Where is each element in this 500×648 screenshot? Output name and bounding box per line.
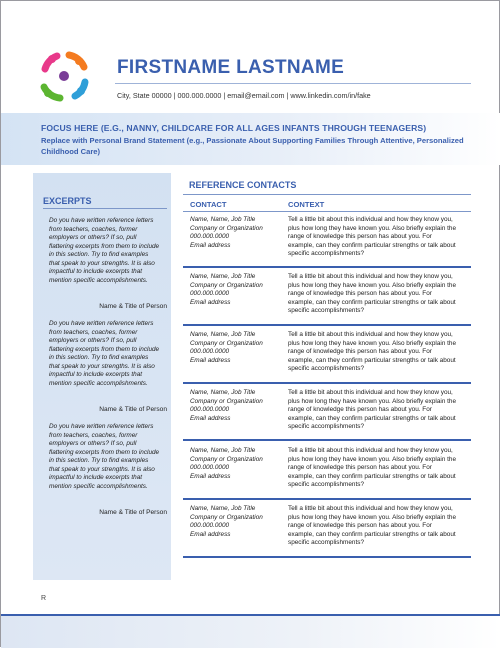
reference-context: [288, 216, 471, 259]
contact-line: City, State 00000 | 000.000.0000 | email@email.com | www.linkedin.com/in/fake: [117, 91, 371, 100]
contact-line: Email address: [190, 356, 231, 364]
excerpt-line: mention specific accomplishments.: [49, 379, 148, 387]
column-header-context: CONTEXT: [288, 200, 325, 209]
excerpts-divider: [43, 208, 167, 209]
reference-context: [288, 389, 471, 432]
excerpt-line: employers or others? If so, pull: [49, 440, 137, 447]
excerpt-line: that speak to your strengths. It is also: [49, 362, 155, 370]
context-line: specific accomplishments?: [288, 539, 365, 546]
contact-line: Company or Organization: [190, 513, 263, 521]
excerpt-attribution: Name & Title of Person: [99, 406, 167, 413]
candidate-name: FIRSTNAME LASTNAME: [117, 57, 345, 78]
contact-line: Email address: [190, 241, 231, 249]
row-divider: [183, 556, 471, 558]
excerpt-line: in this section. Try to find examples: [49, 457, 149, 464]
context-line: plus how long they have known you. Also briefly explain the: [288, 455, 457, 463]
excerpt-line: employers or others? If so, pull: [49, 337, 137, 344]
excerpt-line: employers or others? If so, pull: [49, 234, 137, 241]
excerpt-line: that speak to your strengths. It is also: [49, 259, 155, 267]
contact-line: Company or Organization: [190, 455, 263, 463]
reference-contact: [190, 447, 282, 481]
excerpt-line: Do you have written reference letters: [49, 320, 154, 327]
row-divider: [183, 439, 471, 441]
footer-band: [1, 616, 500, 648]
excerpt-line: impactful to include excerpts that: [49, 268, 143, 275]
contact-line: Email address: [190, 530, 231, 538]
contact-line: Name, Name, Job Title: [190, 273, 256, 280]
reference-context: [288, 505, 471, 548]
contact-line: 000.000.0000: [190, 233, 230, 240]
contact-line: Company or Organization: [190, 397, 263, 405]
contact-line: Name, Name, Job Title: [190, 389, 256, 396]
excerpt-line: flattering excerpts from them to include: [49, 448, 160, 456]
reference-contact: [190, 273, 282, 307]
contact-line: Name, Name, Job Title: [190, 216, 256, 223]
context-line: specific accomplishments?: [288, 250, 365, 257]
excerpt-line: from teachers, coaches, former: [49, 328, 138, 336]
context-line: Tell a little bit about this individual and how they know you,: [288, 216, 453, 223]
context-line: example, can they confirm particular strengths or talk about: [288, 414, 456, 422]
context-line: plus how long they have known you. Also briefly explain the: [288, 513, 457, 521]
excerpt-line: impactful to include excerpts that: [49, 371, 143, 378]
context-line: example, can they confirm particular strengths or talk about: [288, 298, 456, 306]
reference-contact: [190, 389, 282, 423]
excerpt-line: from teachers, coaches, former: [49, 225, 138, 233]
row-divider: [183, 382, 471, 384]
contact-line: Email address: [190, 472, 231, 480]
excerpt-line: mention specific accomplishments.: [49, 276, 148, 284]
excerpt-text: [49, 217, 167, 285]
context-line: example, can they confirm particular strengths or talk about: [288, 241, 456, 249]
excerpt-line: flattering excerpts from them to include: [49, 242, 160, 250]
context-line: Tell a little bit about this individual and how they know you,: [288, 389, 453, 396]
excerpt-line: in this section. Try to find examples: [49, 251, 149, 258]
context-line: specific accomplishments?: [288, 307, 365, 314]
excerpt-text: [49, 423, 167, 491]
contact-line: Company or Organization: [190, 339, 263, 347]
excerpt-text: [49, 320, 167, 388]
column-header-contact: CONTACT: [190, 200, 227, 209]
header-row-divider: [183, 211, 471, 212]
excerpt-line: Do you have written reference letters: [49, 217, 154, 224]
context-line: Tell a little bit about this individual and how they know you,: [288, 505, 453, 512]
context-line: Tell a little bit about this individual and how they know you,: [288, 447, 453, 454]
excerpt-line: that speak to your strengths. It is also: [49, 465, 155, 473]
context-line: specific accomplishments?: [288, 481, 365, 488]
excerpts-title: EXCERPTS: [43, 196, 92, 206]
context-line: plus how long they have known you. Also briefly explain the: [288, 281, 457, 289]
context-line: range of knowledge this person has about you. For: [288, 233, 432, 240]
row-divider: [183, 498, 471, 500]
contact-line: 000.000.0000: [190, 290, 230, 297]
reference-contact: [190, 216, 282, 250]
reference-context: [288, 331, 471, 374]
row-divider: [183, 324, 471, 326]
contact-line: 000.000.0000: [190, 522, 230, 529]
excerpt-attribution: Name & Title of Person: [99, 303, 167, 310]
context-line: plus how long they have known you. Also briefly explain the: [288, 339, 457, 347]
context-line: Tell a little bit about this individual and how they know you,: [288, 331, 453, 338]
header-divider: [115, 83, 471, 84]
focus-title: FOCUS HERE (E.G., NANNY, CHILDCARE FOR ALL AGES INFANTS THROUGH TEENAGERS): [41, 123, 427, 133]
contact-line: Email address: [190, 298, 231, 306]
excerpt-line: impactful to include excerpts that: [49, 474, 143, 481]
context-line: specific accomplishments?: [288, 423, 365, 430]
contact-line: Company or Organization: [190, 281, 263, 289]
people-circle-logo-icon: [33, 45, 95, 107]
context-line: range of knowledge this person has about you. For: [288, 464, 432, 471]
context-line: example, can they confirm particular strengths or talk about: [288, 530, 456, 538]
context-line: Tell a little bit about this individual and how they know you,: [288, 273, 453, 280]
excerpt-line: mention specific accomplishments.: [49, 482, 148, 490]
reference-context: [288, 273, 471, 316]
context-line: specific accomplishments?: [288, 365, 365, 372]
row-divider: [183, 266, 471, 268]
contact-line: Company or Organization: [190, 224, 263, 232]
context-line: example, can they confirm particular strengths or talk about: [288, 356, 456, 364]
contact-line: Name, Name, Job Title: [190, 505, 256, 512]
excerpt-line: in this section. Try to find examples: [49, 354, 149, 361]
contact-line: 000.000.0000: [190, 348, 230, 355]
contact-line: Name, Name, Job Title: [190, 447, 256, 454]
context-line: range of knowledge this person has about you. For: [288, 290, 432, 297]
contact-line: 000.000.0000: [190, 464, 230, 471]
reference-context: [288, 447, 471, 490]
excerpt-line: Do you have written reference letters: [49, 423, 154, 430]
reference-contact: [190, 505, 282, 539]
context-line: plus how long they have known you. Also briefly explain the: [288, 224, 457, 232]
context-line: plus how long they have known you. Also briefly explain the: [288, 397, 457, 405]
excerpt-line: flattering excerpts from them to include: [49, 345, 160, 353]
contact-line: Name, Name, Job Title: [190, 331, 256, 338]
reference-contact: [190, 331, 282, 365]
contact-line: 000.000.0000: [190, 406, 230, 413]
page-mark: R: [41, 595, 47, 602]
reference-contacts-title: REFERENCE CONTACTS: [189, 180, 297, 190]
context-line: range of knowledge this person has about you. For: [288, 348, 432, 355]
references-divider: [183, 194, 471, 195]
excerpt-attribution: Name & Title of Person: [99, 509, 167, 516]
contact-line: Email address: [190, 414, 231, 422]
brand-statement: Replace with Personal Brand Statement (e.g., Passionate About Supporting Families Through Attentive, Personalized Childhood Care): [41, 136, 464, 156]
context-line: range of knowledge this person has about you. For: [288, 522, 432, 529]
context-line: range of knowledge this person has about you. For: [288, 406, 432, 413]
context-line: example, can they confirm particular strengths or talk about: [288, 472, 456, 480]
excerpt-line: from teachers, coaches, former: [49, 431, 138, 439]
